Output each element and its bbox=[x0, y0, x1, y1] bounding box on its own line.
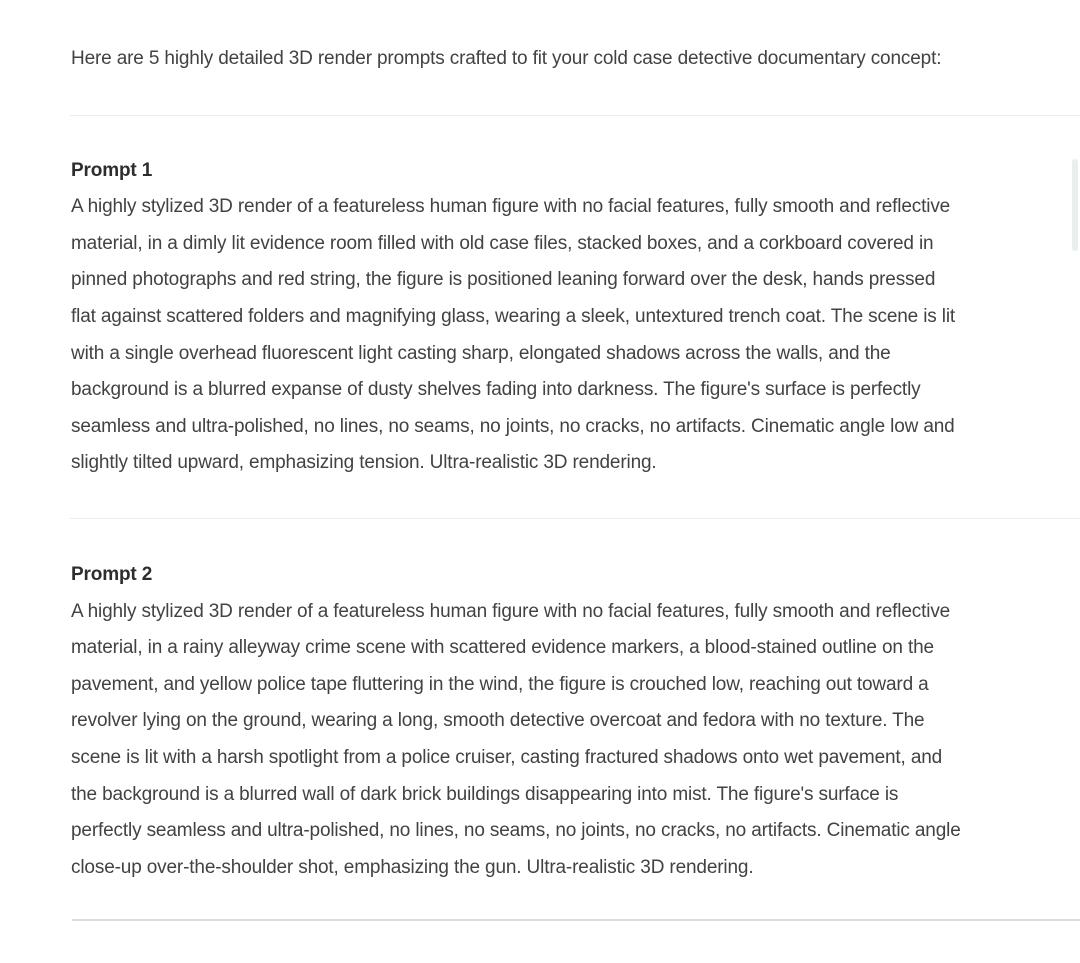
prompt-1-line: material, in a dimly lit evidence room filled with old case files, stacked boxes, and a corkboard covered in bbox=[71, 232, 934, 254]
intro-text: Here are 5 highly detailed 3D render prompts crafted to fit your cold case detective documentary concept: bbox=[71, 48, 942, 69]
prompt-2-line: perfectly seamless and ultra-polished, no lines, no seams, no joints, no cracks, no artifacts. Cinematic angle bbox=[71, 820, 961, 842]
divider-top bbox=[70, 115, 1080, 116]
prompt-1-section bbox=[71, 153, 1060, 482]
chat-response-page bbox=[0, 41, 1080, 921]
prompt-1-title: Prompt 1 bbox=[71, 159, 153, 181]
prompt-1-line: slightly tilted upward, emphasizing tension. Ultra-realistic 3D rendering. bbox=[71, 452, 657, 474]
prompt-2-title: Prompt 2 bbox=[71, 563, 153, 585]
prompt-2-line: scene is lit with a harsh spotlight from a police cruiser, casting fractured shadows onto wet pavement, and bbox=[71, 746, 943, 768]
prompt-2-line: pavement, and yellow police tape fluttering in the wind, the figure is crouched low, reaching out toward a bbox=[71, 673, 929, 695]
prompt-1-line: with a single overhead fluorescent light casting sharp, elongated shadows across the walls, and the bbox=[71, 342, 891, 364]
prompt-1-line: A highly stylized 3D render of a featureless human figure with no facial features, fully smooth and reflective bbox=[71, 196, 951, 218]
prompt-2-section bbox=[71, 557, 1060, 886]
prompt-2-line: revolver lying on the ground, wearing a long, smooth detective overcoat and fedora with no texture. The bbox=[71, 710, 925, 732]
prompt-1-line: pinned photographs and red string, the figure is positioned leaning forward over the desk, hands pressed bbox=[71, 269, 936, 291]
scrollbar-thumb[interactable] bbox=[1072, 159, 1078, 251]
prompt-1-line: flat against scattered folders and magnifying glass, wearing a sleek, untextured trench coat. The scene is lit bbox=[71, 305, 956, 327]
prompt-2-line: the background is a blurred wall of dark brick buildings disappearing into mist. The figure's surface is bbox=[71, 783, 899, 805]
prompt-2-line: close-up over-the-shoulder shot, emphasizing the gun. Ultra-realistic 3D rendering. bbox=[71, 856, 754, 878]
prompt-2-line: A highly stylized 3D render of a featureless human figure with no facial features, fully smooth and reflective bbox=[71, 600, 951, 622]
prompt-1-line: seamless and ultra-polished, no lines, no seams, no joints, no cracks, no artifacts. Cinematic angle low and bbox=[71, 415, 955, 437]
prompt-1-line: background is a blurred expanse of dusty shelves fading into darkness. The figure's surface is perfectly bbox=[71, 379, 921, 401]
divider-bottom bbox=[72, 919, 1080, 921]
divider-between-prompts bbox=[70, 518, 1080, 519]
prompt-2-line: material, in a rainy alleyway crime scene with scattered evidence markers, a blood-stained outline on the bbox=[71, 637, 934, 659]
